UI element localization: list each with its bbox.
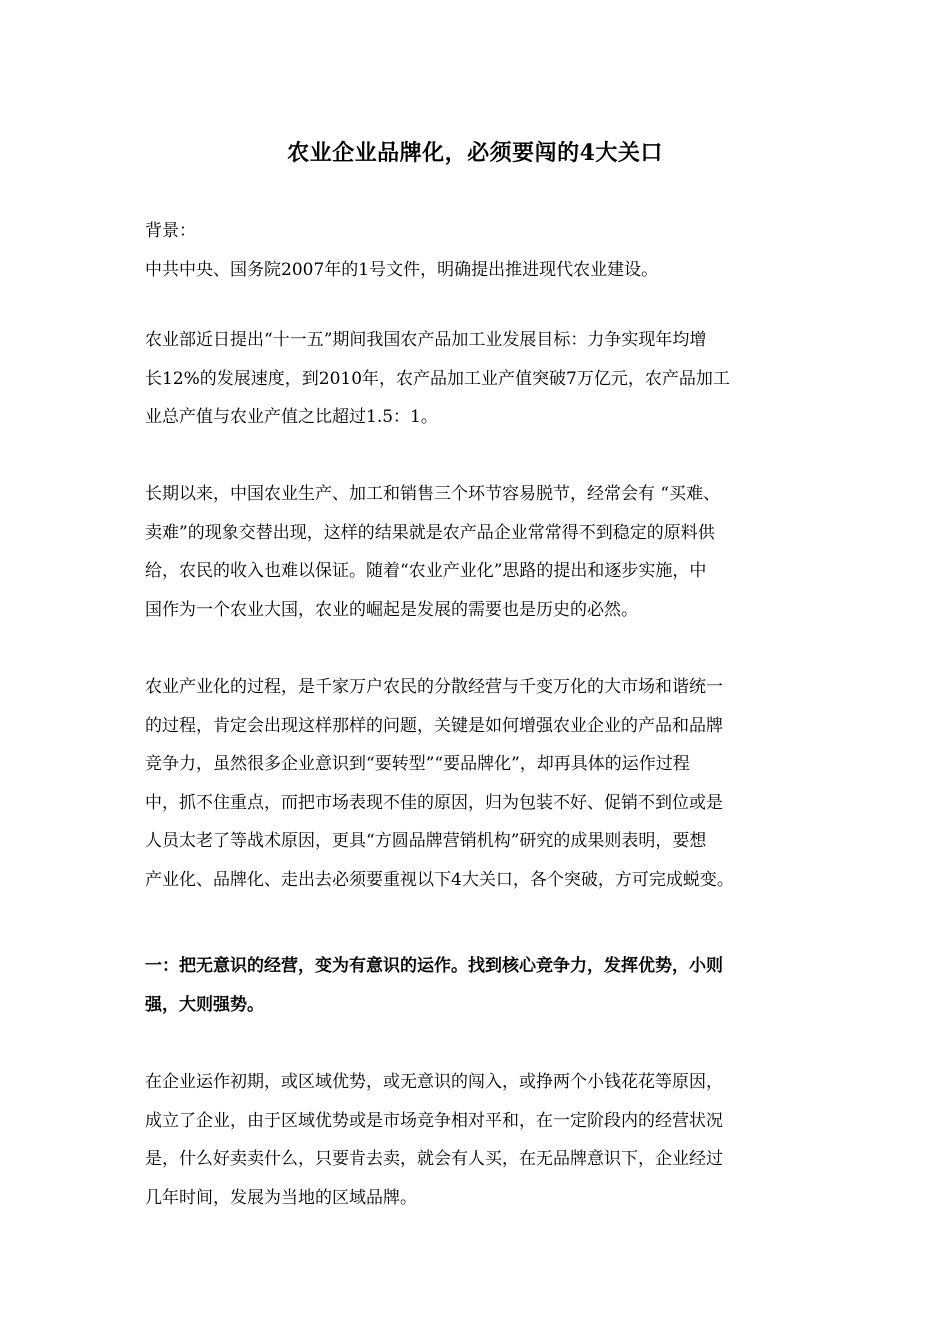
- paragraph-line: 产业化、品牌化、走出去必须要重视以下4大关口，各个突破，方可完成蜕变。: [145, 869, 734, 890]
- background-paragraph: [145, 212, 815, 289]
- paragraph-line: 是，什么好卖卖什么，只要肯去卖，就会有人买，在无品牌意识下，企业经过: [145, 1149, 723, 1169]
- paragraph-line: 长期以来，中国农业生产、加工和销售三个环节容易脱节，经常会有 “买难、: [145, 484, 721, 504]
- paragraph-line: 长12%的发展速度，到2010年，农产品加工业产值突破7万亿元，农产品加工: [145, 368, 730, 389]
- paragraph-line: 业总产值与农业产值之比超过1.5：1。: [145, 407, 438, 427]
- paragraph-line: 背景：: [145, 221, 196, 241]
- section-heading: [145, 947, 815, 1024]
- body-paragraph: [145, 1063, 815, 1217]
- paragraph-line: 的过程，肯定会出现这样那样的问题，关键是如何增强农业企业的产品和品牌: [145, 715, 723, 736]
- document-title: 农业企业品牌化，必须要闯的4大关口: [287, 140, 663, 166]
- paragraph-line: 中共中央、国务院2007年的1号文件，明确提出推进现代农业建设。: [145, 259, 659, 280]
- paragraph-line: 国作为一个农业大国，农业的崛起是发展的需要也是历史的必然。: [145, 599, 638, 620]
- paragraph-line: 在企业运作初期，或区域优势，或无意识的闯入，或挣两个小钱花花等原因，: [145, 1072, 723, 1092]
- paragraph-line: 农业产业化的过程，是千家万户农民的分散经营与千变万化的大市场和谐统一: [145, 677, 723, 697]
- body-paragraph: [145, 668, 815, 899]
- paragraph-line: 人员太老了等战术原因，更具“方圆品牌营销机构”研究的成果则表明，要想: [145, 831, 707, 851]
- paragraph-line: 农业部近日提出“十一五”期间我国农产品加工业发展目标：力争实现年均增: [145, 330, 707, 350]
- paragraph-line: 几年时间，发展为当地的区域品牌。: [145, 1187, 417, 1208]
- heading-line: 一：把无意识的经营，变为有意识的运作。找到核心竞争力，发挥优势，小则: [145, 956, 723, 976]
- paragraph-line: 成立了企业，由于区域优势或是市场竞争相对平和，在一定阶段内的经营状况: [145, 1110, 723, 1131]
- heading-line: 强，大则强势。: [145, 994, 264, 1015]
- body-paragraph: [145, 321, 815, 437]
- paragraph-line: 给，农民的收入也难以保证。随着“农业产业化”思路的提出和逐步实施，中: [145, 561, 707, 581]
- paragraph-line: 中，抓不住重点，而把市场表现不佳的原因，归为包装不好、促销不到位或是: [145, 792, 723, 813]
- body-paragraph: [145, 475, 815, 629]
- paragraph-line: 卖难”的现象交替出现，这样的结果就是农产品企业常常得不到稳定的原料供: [145, 522, 715, 543]
- paragraph-line: 竞争力，虽然很多企业意识到“要转型”“要品牌化”，却再具体的运作过程: [145, 754, 690, 774]
